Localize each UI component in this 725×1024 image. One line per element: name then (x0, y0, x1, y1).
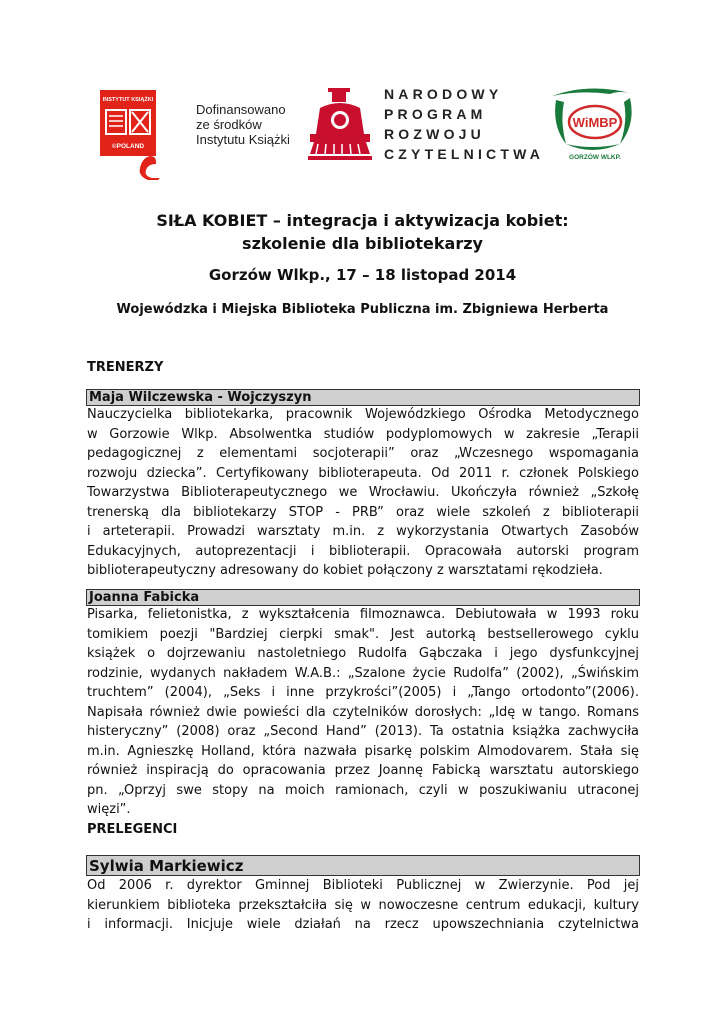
institution-name: Wojewódzka i Miejska Biblioteka Publiczna im. Zbigniewa Herberta (116, 302, 609, 317)
bio-line: kierunkiem biblioteka przekształciła się w nowoczesne centrum edukacji, kultury (87, 897, 639, 913)
document-title-line2: szkolenie dla bibliotekarzy (242, 234, 483, 253)
npr-line: CZYTELNICTWA (384, 146, 545, 162)
npr-line: NARODOWY (384, 86, 503, 102)
svg-text:©POLAND: ©POLAND (111, 143, 145, 150)
svg-text:INSTYTUT KSIĄŻKI: INSTYTUT KSIĄŻKI (102, 97, 154, 103)
bio-line: truchtem” (2004), „Seks i inne przykrości”(2005) i „Tango ortodonto”(2006). (87, 685, 639, 700)
speakers-heading: PRELEGENCI (87, 822, 178, 837)
bio-line: m.in. Agnieszkę Holland, która nazwała pisarkę polskim Almodovarem. Stała się (87, 743, 639, 759)
document-title-line1: SIŁA KOBIET – integracja i aktywizacja kobiet: (156, 211, 569, 230)
instytut-ksiazki-logo (100, 90, 168, 180)
trainers-heading: TRENERZY (87, 360, 164, 375)
bio-line: trenerską dla bibliotekarzy STOP - PRB” oraz wiele szkoleń z biblioterapii (87, 504, 639, 520)
wimbp-logo (550, 86, 636, 162)
npr-line: ROZWOJU (384, 126, 485, 142)
person-bio (87, 876, 639, 935)
bio-line: tomikiem poezji "Bardziej cierpki smak". Jest autorką bestsellerowego cyklu (87, 626, 639, 642)
bio-line: Od 2006 r. dyrektor Gminnej Biblioteki Publicznej w Zwierzynie. Pod jej (87, 878, 639, 893)
npr-text (384, 84, 544, 164)
cofinanced-line: Dofinansowano (196, 102, 286, 117)
cofinanced-line: Instytutu Książki (196, 132, 290, 147)
person-bio (87, 605, 639, 820)
bio-line: rozwoju dziecka”. Certyfikowany biblioterapeuta. Od 2011 r. członek Polskiego (87, 465, 639, 481)
bio-line: pedagogicznej z elementami socjoterapii” oraz „Wczesnego wspomagania (87, 446, 639, 461)
person-bio (87, 405, 639, 581)
cofinanced-text (196, 102, 290, 147)
bio-line: rodzinie, wydanych nakładem W.A.B.: „Szalone życie Rudolfa” (2002), „Świńskim (87, 665, 639, 681)
bio-line: Edukacyjnych, autoprezentacji i biblioterapii. Opracowała autorski program (87, 543, 639, 559)
svg-text:GORZÓW WLKP.: GORZÓW WLKP. (569, 154, 621, 161)
bio-line: histeryczny” (2008) oraz „Second Hand” (2013). Ta ostatnia książka zachwyciła (87, 724, 639, 739)
bio-line: pn. „Oprzyj swe stopy na moich ramionach, czyli w poszukiwaniu utraconej (87, 782, 639, 798)
person-name-bar: Joanna Fabicka (86, 589, 640, 606)
person-name-bar: Maja Wilczewska - Wojczyszyn (86, 389, 640, 406)
logo-header (0, 0, 725, 180)
bio-line: więzi”. (87, 802, 131, 817)
locomotive-icon (308, 88, 372, 160)
bio-line: Towarzystwa Biblioterapeutycznego we Wrocławiu. Ukończyła również „Szkołę (87, 485, 639, 500)
bio-line: Nauczycielka bibliotekarka, pracownik Wojewódzkiego Ośrodka Metodycznego (87, 407, 639, 422)
bio-line: w Gorzowie Wlkp. Absolwentka studiów podyplomowych w zakresie „Terapii (87, 426, 639, 442)
place-date: Gorzów Wlkp., 17 – 18 listopad 2014 (208, 266, 517, 284)
bio-line: Pisarka, felietonistka, z wykształcenia filmoznawca. Debiutowała w 1993 roku (87, 607, 639, 622)
bio-line: Napisała również dwie powieści dla czytelników dorosłych: „Idę w tango. Romans (87, 704, 639, 720)
bio-line: również inspiracją do opracowania przez Joannę Fabicką warsztatu autorskiego (87, 763, 639, 778)
bio-line: i informacji. Inicjuje wiele działań na rzecz upowszechniania czytelnictwa (87, 917, 639, 932)
svg-text:WiMBP: WiMBP (572, 115, 618, 130)
npr-line: PROGRAM (384, 106, 487, 122)
bio-line: biblioterapeutyczny adresowany do kobiet połączony z warsztatami rękodzieła. (87, 563, 603, 578)
cofinanced-line: ze środków (196, 117, 262, 132)
bio-line: książek o dojrzewaniu nastoletniego Rudolfa Gąbczaka i jego dysfunkcyjnej (87, 646, 639, 661)
person-name-bar: Sylwia Markiewicz (86, 855, 640, 876)
bio-line: i arteterapii. Prowadzi warsztaty m.in. z wykorzystania Otwartych Zasobów (87, 524, 639, 539)
